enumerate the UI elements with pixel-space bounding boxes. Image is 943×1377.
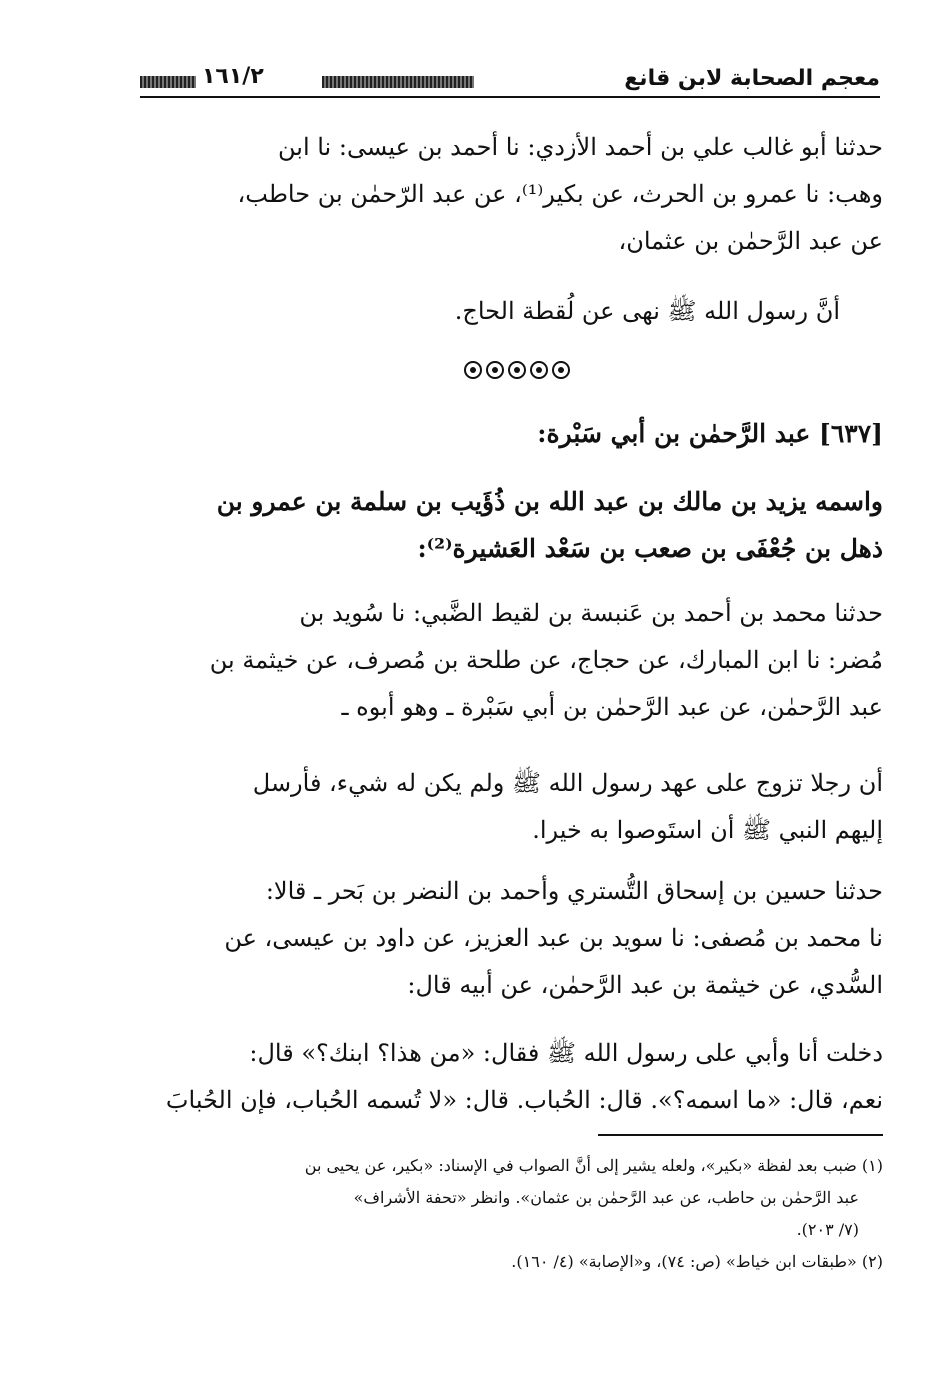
paragraph-hadith-1 (200, 288, 840, 335)
entry-heading (148, 410, 883, 457)
footnotes (148, 1150, 883, 1278)
paragraph-hadith-2 (148, 760, 883, 854)
text-line: نعم، قال: «ما اسمه؟». قال: الحُباب. قال: «لا تُسمه الحُباب، فإن الحُبابَ (165, 1086, 883, 1114)
paragraph-isnad-2 (148, 590, 883, 731)
ornament-star (530, 361, 548, 379)
text-line: إليهم النبي ﷺ أن استَوصوا به خيرا. (532, 816, 883, 844)
text-line: نا محمد بن مُصفى: نا سويد بن عبد العزيز، عن داود بن عيسى، عن (224, 924, 883, 952)
text-line: عن عبد الرَّحمٰن بن عثمان، (618, 227, 883, 255)
paragraph-isnad-1 (148, 124, 883, 265)
text-line: دخلت أنا وأبي على رسول الله ﷺ فقال: «من هذا؟ ابنك؟» قال: (249, 1039, 883, 1067)
text-line: واسمه يزيد بن مالك بن عبد الله بن ذُؤَيب بن سلمة بن عمرو بن (216, 487, 883, 516)
ornament-star (486, 361, 504, 379)
header-ornament (140, 76, 196, 88)
text-line: وهب: نا عمرو بن الحرث، عن بكير⁽¹⁾، عن عبد الرّحمٰن بن حاطب، (237, 180, 883, 208)
entry-lineage (148, 478, 883, 572)
footnote-line: (٢) «طبقات ابن خياط» (ص: ٧٤)، و«الإصابة» (٤/ ١٦٠). (511, 1252, 883, 1271)
paragraph-hadith-3 (148, 1030, 883, 1124)
footnote-line: (٧/ ٢٠٣). (796, 1220, 859, 1239)
header-ornament (322, 76, 474, 88)
text-line: أنَّ رسول الله ﷺ نهى عن لُقطة الحاج. (454, 297, 840, 325)
running-header (140, 62, 880, 98)
text-line: مُضر: نا ابن المبارك، عن حجاج، عن طلحة بن مُصرف، عن خيثمة بن (209, 646, 883, 674)
text-line: أن رجلا تزوج على عهد رسول الله ﷺ ولم يكن له شيء، فأرسل (252, 769, 883, 797)
text-line: السُّدي، عن خيثمة بن عبد الرَّحمٰن، عن أبيه قال: (407, 971, 883, 999)
text-line: عبد الرَّحمٰن، عن عبد الرَّحمٰن بن أبي سَبْرة ـ وهو أبوه ـ (341, 693, 883, 721)
footnote-line: عبد الرَّحمٰن بن حاطب، عن عبد الرَّحمٰن بن عثمان». وانظر «تحفة الأشراف» (353, 1188, 859, 1207)
book-title: معجم الصحابة لابن قانع (624, 66, 880, 91)
paragraph-isnad-3 (148, 868, 883, 1009)
section-separator (452, 360, 582, 385)
text-line: ذهل بن جُعْفَى بن صعب بن سَعْد العَشيرة⁽²⁾: (417, 534, 883, 563)
footnote-rule (598, 1134, 883, 1136)
header-rule (140, 96, 880, 98)
page-number: ١٦١/٢ (202, 64, 264, 89)
ornament-star (552, 361, 570, 379)
ornament-star (508, 361, 526, 379)
text-line: حدثنا أبو غالب علي بن أحمد الأزدي: نا أحمد بن عيسى: نا ابن (278, 133, 883, 161)
text-line: [٦٣٧] عبد الرَّحمٰن بن أبي سَبْرة: (537, 419, 883, 448)
text-line: حدثنا حسين بن إسحاق التُّستري وأحمد بن النضر بن بَحر ـ قالا: (265, 877, 883, 905)
text-line: حدثنا محمد بن أحمد بن عَنبسة بن لقيط الضَّبي: نا سُويد بن (299, 599, 883, 627)
footnote-line: (١) ضبب بعد لفظة «بكير»، ولعله يشير إلى أنَّ الصواب في الإسناد: «بكير، عن يحيى بن (304, 1156, 883, 1175)
ornament-star (464, 361, 482, 379)
